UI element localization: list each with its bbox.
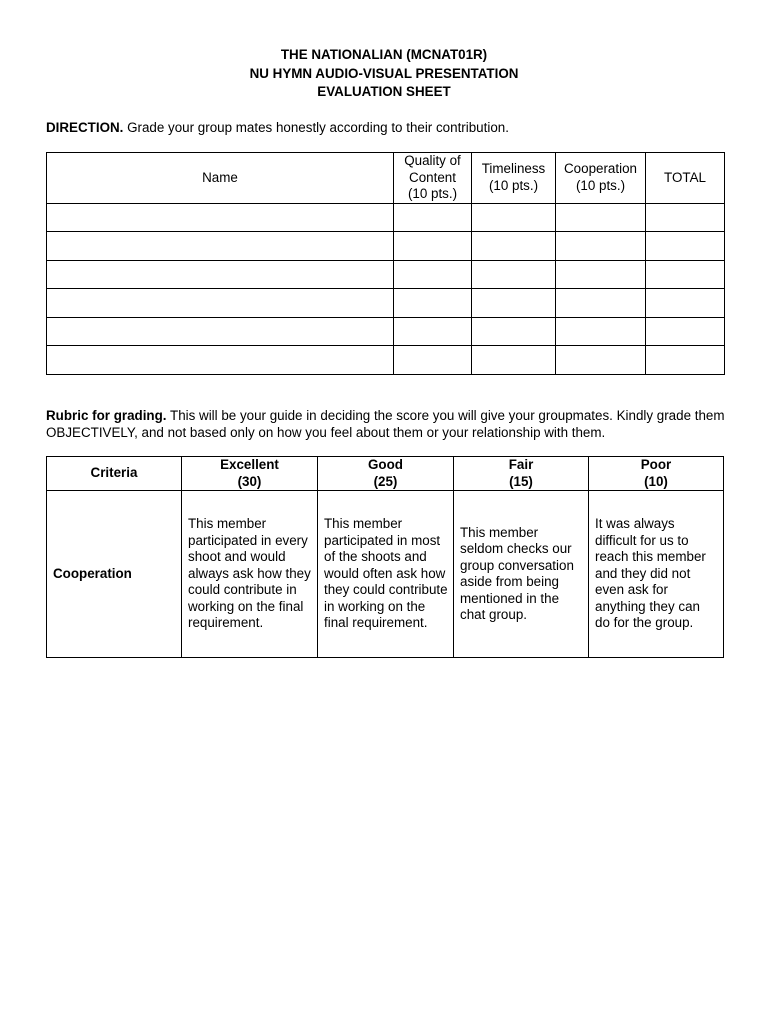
- rubric-header-fair: Fair (15): [454, 457, 589, 491]
- quality-cell[interactable]: [394, 203, 472, 232]
- cooperation-cell[interactable]: [556, 203, 646, 232]
- timeliness-cell[interactable]: [472, 317, 556, 346]
- quality-cell[interactable]: [394, 346, 472, 375]
- total-cell[interactable]: [646, 232, 725, 261]
- name-cell[interactable]: [47, 317, 394, 346]
- quality-cell[interactable]: [394, 232, 472, 261]
- rubric-excellent-cell: This member participated in every shoot and would always ask how they could contribute in working on the final requirement.: [182, 491, 318, 658]
- header-name: Name: [47, 153, 394, 204]
- timeliness-cell[interactable]: [472, 203, 556, 232]
- name-cell[interactable]: [47, 346, 394, 375]
- timeliness-cell[interactable]: [472, 260, 556, 289]
- table-row: [47, 346, 725, 375]
- rubric-header-row: [47, 457, 724, 491]
- name-cell[interactable]: [47, 232, 394, 261]
- rubric-poor-cell: It was always difficult for us to reach this member and they did not even ask for anything they can do for the group.: [589, 491, 724, 658]
- timeliness-cell[interactable]: [472, 232, 556, 261]
- timeliness-cell[interactable]: [472, 346, 556, 375]
- header-cooperation: Cooperation (10 pts.): [556, 153, 646, 204]
- rubric-good-cell: This member participated in most of the shoots and would often ask how they could contribute in working on the final requirement.: [318, 491, 454, 658]
- cooperation-cell[interactable]: [556, 346, 646, 375]
- cooperation-cell[interactable]: [556, 232, 646, 261]
- rubric-header-criteria: Criteria: [47, 457, 182, 491]
- evaluation-body: [47, 203, 725, 374]
- header-total: TOTAL: [646, 153, 725, 204]
- rubric-header-good: Good (25): [318, 457, 454, 491]
- name-cell[interactable]: [47, 203, 394, 232]
- rubric-intro-label: Rubric for grading.: [46, 408, 167, 423]
- rubric-row-cooperation: [47, 491, 724, 658]
- presentation-title: NU HYMN AUDIO-VISUAL PRESENTATION: [249, 65, 519, 81]
- document-header: [0, 46, 768, 102]
- quality-cell[interactable]: [394, 289, 472, 318]
- cooperation-cell[interactable]: [556, 317, 646, 346]
- rubric-header-excellent: Excellent (30): [182, 457, 318, 491]
- header-quality: Quality of Content (10 pts.): [394, 153, 472, 204]
- rubric-intro-paragraph: [46, 407, 736, 441]
- direction-text: Grade your group mates honestly according to their contribution.: [123, 120, 509, 135]
- direction-label: DIRECTION.: [46, 120, 124, 135]
- total-cell[interactable]: [646, 317, 725, 346]
- rubric-header-poor: Poor (10): [589, 457, 724, 491]
- total-cell[interactable]: [646, 346, 725, 375]
- quality-cell[interactable]: [394, 260, 472, 289]
- table-row: [47, 260, 725, 289]
- total-cell[interactable]: [646, 203, 725, 232]
- direction-paragraph: [46, 120, 726, 137]
- total-cell[interactable]: [646, 260, 725, 289]
- table-row: [47, 203, 725, 232]
- timeliness-cell[interactable]: [472, 289, 556, 318]
- total-cell[interactable]: [646, 289, 725, 318]
- evaluation-table: [46, 152, 725, 375]
- cooperation-cell[interactable]: [556, 289, 646, 318]
- table-row: [47, 232, 725, 261]
- table-row: [47, 317, 725, 346]
- rubric-intro-text: This will be your guide in deciding the score you will give your groupmates. Kindly grade them OBJECTIVELY, and not based only on how you feel about them or your relationship with them.: [46, 408, 725, 440]
- name-cell[interactable]: [47, 289, 394, 318]
- rubric-fair-cell: This member seldom checks our group conversation aside from being mentioned in the chat group.: [454, 491, 589, 658]
- name-cell[interactable]: [47, 260, 394, 289]
- quality-cell[interactable]: [394, 317, 472, 346]
- header-timeliness: Timeliness (10 pts.): [472, 153, 556, 204]
- evaluation-header-row: [47, 153, 725, 204]
- sheet-title: EVALUATION SHEET: [317, 84, 451, 99]
- rubric-criteria-cell: Cooperation: [47, 491, 182, 658]
- table-row: [47, 289, 725, 318]
- rubric-table: [46, 456, 724, 658]
- course-title: THE NATIONALIAN (MCNAT01R): [280, 47, 488, 62]
- cooperation-cell[interactable]: [556, 260, 646, 289]
